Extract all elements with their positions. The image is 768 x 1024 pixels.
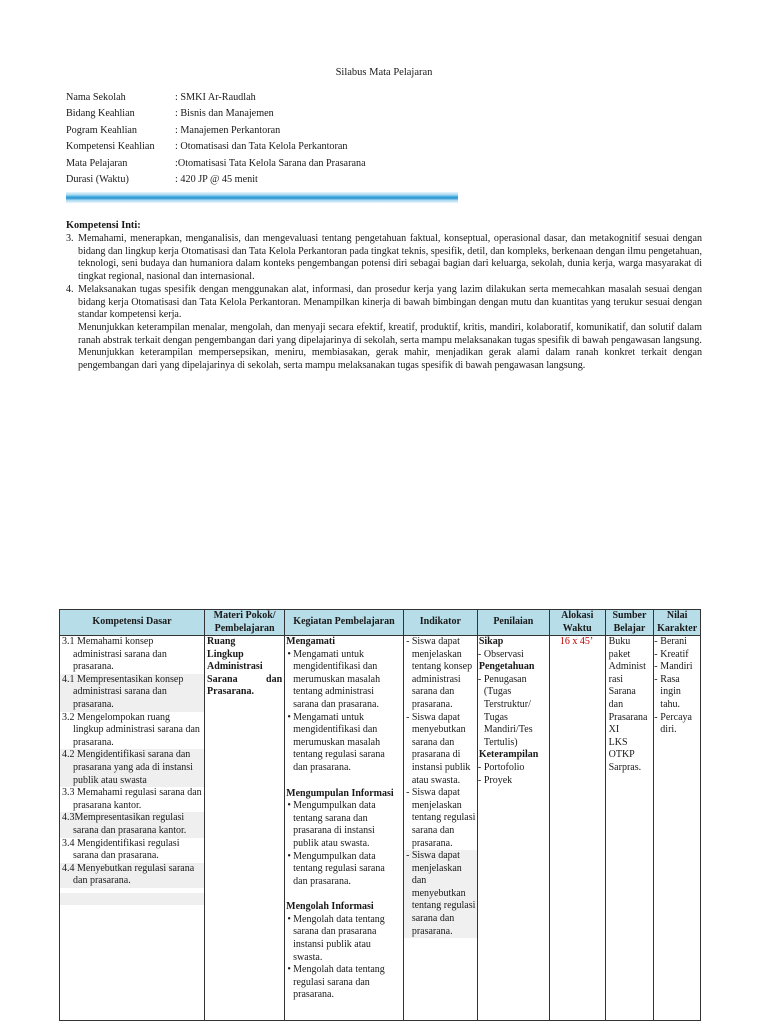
kd-item: 3.2 Mengelompokan ruang lingkup administrasi sarana dan prasarana. — [62, 711, 200, 748]
materi-line: Administrasi — [207, 661, 263, 673]
indikator-text: Siswa dapat menjelaskan tentang regulasi sarana dan prasarana. — [411, 787, 476, 849]
identity-table — [66, 92, 366, 190]
nilai-text: Berani — [660, 636, 687, 647]
dash-marker: - — [406, 850, 410, 862]
dash-marker: - — [406, 636, 410, 647]
sumber-line: XI — [608, 724, 620, 736]
dash-marker: - — [654, 673, 658, 685]
kegiatan-cell — [285, 636, 404, 1021]
kd-item: 4.2 Mengidentifikasi sarana dan prasarana yang ada di instansi publik atau swasta — [60, 749, 204, 787]
nilai-text: Rasa ingin tahu. — [660, 673, 681, 710]
kd-item: 4.4 Menyebutkan regulasi sarana dan prasarana. — [60, 863, 204, 888]
sumber-line: OTKP — [608, 749, 635, 761]
kd-item: 3.1 Memahami konsep administrasi sarana dan prasarana. — [62, 636, 167, 673]
kegiatan-text: Mengolah data tentang regulasi sarana dan prasarana. — [293, 964, 385, 1001]
kegiatan-bullet — [285, 800, 403, 850]
materi-word: Sarana — [207, 673, 238, 685]
info-value: : Otomatisasi dan Tata Kelola Perkantoran — [175, 141, 348, 153]
nilai-item — [654, 712, 700, 737]
penilaian-text: Portofolio — [483, 761, 525, 773]
indikator-text: Siswa dapat menyebutkan sarana dan prasarana di instansi publik atau swasta. — [411, 711, 471, 786]
kegiatan-heading: Mengolah Informasi — [286, 901, 374, 913]
kegiatan-bullet — [285, 712, 403, 775]
info-label: Durasi (Waktu) — [66, 173, 129, 185]
nilai-karakter-cell — [654, 636, 701, 1021]
kegiatan-text: Mengolah data tentang sarana dan prasarana instansi publik atau swasta. — [293, 913, 385, 963]
indikator-cell — [403, 636, 477, 1021]
sumber-line: Administ — [608, 661, 646, 673]
indikator-item — [404, 712, 477, 788]
column-header: Kompetensi Dasar — [60, 610, 205, 636]
kegiatan-heading: Mengumpulan Informasi — [286, 787, 394, 799]
ki-number: 4. — [66, 283, 74, 295]
info-row — [66, 141, 366, 157]
info-value: : SMKI Ar-Raudlah — [175, 92, 256, 103]
dash-marker: - — [406, 711, 410, 723]
penilaian-text: Penugasan (Tugas Terstruktur/ Tugas Mandiri/Tes Tertulis) — [483, 673, 533, 748]
kegiatan-text: Mengamati untuk mengidentifikasi dan merumuskan masalah tentang administrasi sarana dan prasarana. — [293, 648, 381, 710]
nilai-item — [654, 636, 700, 649]
syllabus-table — [59, 609, 701, 1021]
bullet-icon: • — [287, 711, 291, 723]
indikator-item — [404, 636, 477, 712]
column-header: Sumber Belajar — [605, 610, 654, 636]
info-row — [66, 108, 366, 124]
info-label: Pogram Keahlian — [66, 124, 138, 136]
materi-cell — [205, 636, 285, 1021]
kegiatan-bullet — [285, 964, 403, 1002]
sumber-line: Buku — [608, 636, 631, 647]
info-value: : Manajemen Perkantoran — [175, 124, 281, 136]
ki-paragraph: Menunjukkan keterampilan menalar, mengolah, dan menyaji secara efektif, kreatif, produktif, kritis, mandiri, kolaboratif, komunikatif, dan solutif dalam ranah abstrak terkait dengan pengembangan dari yang dipelajarinya di sekolah, serta mampu melaksanakan tugas spesifik di bawah pengawasan langsung. — [78, 321, 702, 346]
materi-line: Ruang — [207, 636, 236, 647]
penilaian-item — [478, 649, 549, 662]
info-label: Nama Sekolah — [66, 92, 126, 103]
nilai-text: Percaya diri. — [660, 711, 692, 736]
kd-item: 4.3Mempresentasikan regulasi sarana dan prasarana kantor. — [60, 812, 204, 837]
penilaian-item — [478, 762, 549, 775]
kegiatan-text: Mengumpulkan data tentang regulasi sarana dan prasarana. — [293, 850, 385, 887]
indikator-text: Siswa dapat menjelaskan tentang konsep administrasi sarana dan prasarana. — [411, 636, 473, 710]
info-label: Mata Pelajaran — [66, 157, 128, 169]
ki-item — [66, 284, 702, 322]
info-row — [66, 125, 366, 141]
ki-item — [66, 233, 702, 284]
dash-marker: - — [654, 636, 658, 647]
column-header: Indikator — [403, 610, 477, 636]
kd-item: 3.4 Mengidentifikasi regulasi sarana dan prasarana. — [62, 837, 180, 862]
indikator-item — [404, 850, 477, 938]
indikator-item — [404, 787, 477, 850]
sumber-line: rasi — [608, 673, 624, 685]
kegiatan-text: Mengumpulkan data tentang sarana dan prasarana di instansi publik atau swasta. — [293, 800, 376, 849]
info-label: Kompetensi Keahlian — [66, 141, 155, 153]
bullet-icon: • — [287, 913, 291, 925]
kegiatan-heading: Mengamati — [286, 636, 336, 647]
sumber-cell — [605, 636, 654, 1021]
sumber-line: Sarpras. — [608, 761, 642, 773]
kd-item: 3.3 Memahami regulasi sarana dan prasarana kantor. — [62, 787, 202, 811]
column-header: Penilaian — [477, 610, 549, 636]
dash-marker: - — [477, 648, 482, 660]
dash-marker: - — [477, 761, 482, 773]
kegiatan-bullet — [285, 649, 403, 712]
penilaian-text: Proyek — [483, 774, 513, 786]
column-header: Alokasi Waktu — [549, 610, 605, 636]
dash-marker: - — [654, 648, 658, 660]
kegiatan-bullet — [285, 851, 403, 889]
nilai-item — [654, 674, 700, 712]
dash-marker: - — [654, 711, 658, 723]
kompetensi-inti-heading: Kompetensi Inti: — [66, 220, 141, 231]
materi-word: dan — [266, 673, 283, 685]
nilai-text: Kreatif — [660, 648, 689, 660]
ki-number: 3. — [66, 233, 74, 244]
kd-item: 4.1 Mempresentasikan konsep administrasi sarana dan prasarana. — [60, 674, 204, 712]
kompetensi-inti-list — [66, 233, 702, 373]
kompetensi-dasar-cell — [60, 636, 205, 1021]
ki-text: Melaksanakan tugas spesifik dengan menggunakan alat, informasi, dan prosedur kerja yang lazim dilakukan serta memecahkan masalah sesuai dengan bidang kerja Otomatisasi dan Tata Kelola Perkantoran. Menampilkan kinerja di bawah bimbingan dengan mutu dan kuantitas yang terukur sesuai dengan standar kompetensi kerja. — [78, 283, 702, 321]
dash-marker: - — [477, 673, 482, 685]
kegiatan-text: Mengamati untuk mengidentifikasi dan merumuskan masalah tentang regulasi sarana dan prasarana. — [293, 711, 385, 773]
info-row — [66, 158, 366, 174]
sumber-line: LKS — [608, 736, 628, 748]
dash-marker: - — [477, 774, 482, 786]
page-title: Silabus Mata Pelajaran — [335, 67, 433, 78]
sumber-line: dan — [608, 698, 624, 710]
info-value: : 420 JP @ 45 menit — [175, 173, 258, 185]
dash-marker: - — [654, 661, 658, 673]
penilaian-text: Observasi — [483, 648, 524, 660]
nilai-text: Mandiri — [660, 661, 693, 673]
nilai-item — [654, 661, 700, 674]
ki-text: Memahami, menerapkan, menganalisis, dan mengevaluasi tentang pengetahuan faktual, konseptual, operasional dasar, dan metakognitif sesuai dengan bidang dan lingkup kerja Otomatisasi dan Tata Kelola Perkantoran pada tingkat teknis, spesifik, detil, dan kompleks, berkenaan dengan ilmu pengetahuan, teknologi, seni budaya dan humaniora dalam konteks pengembangan potensi diri sebagai bagian dari keluarga, sekolah, dunia kerja, warga masyarakat di tingkat regional, nasional dan internasional. — [78, 233, 702, 283]
penilaian-item — [478, 775, 549, 788]
info-row — [66, 174, 366, 190]
ki-paragraph: Menunjukkan keterampilan mempersepsikan, meniru, membiasakan, gerak mahir, menjadikan gerak alami dalam ranah konkret terkait dengan pengembangan dari yang dipelajarinya di sekolah, serta mampu melaksanakan tugas spesifik di bawah pengawasan langsung. — [78, 347, 702, 372]
penilaian-item — [478, 674, 549, 750]
kd-empty-row — [60, 893, 204, 905]
materi-line — [207, 674, 282, 687]
materi-line: Lingkup — [207, 648, 244, 660]
info-value: :Otomatisasi Tata Kelola Sarana dan Prasarana — [175, 157, 366, 169]
column-header: Materi Pokok/ Pembelajaran — [205, 610, 285, 636]
penilaian-heading: Keterampilan — [478, 749, 539, 761]
nilai-item — [654, 649, 700, 662]
info-row — [66, 92, 366, 108]
decorative-divider-bar — [66, 192, 458, 203]
indikator-text: Siswa dapat menjelaskan dan menyebutkan tentang regulasi sarana dan prasarana. — [411, 850, 476, 937]
alokasi-waktu-value: 16 x 45’ — [559, 636, 594, 647]
column-header: Nilai Karakter — [654, 610, 701, 636]
penilaian-heading: Sikap — [478, 636, 504, 647]
dash-marker: - — [406, 787, 410, 799]
info-label: Bidang Keahlian — [66, 108, 135, 120]
bullet-icon: • — [287, 800, 291, 812]
sumber-line: Prasarana — [608, 711, 648, 723]
table-header-row — [60, 610, 701, 636]
alokasi-cell — [549, 636, 605, 1021]
column-header: Kegiatan Pembelajaran — [285, 610, 404, 636]
materi-line: Prasarana. — [207, 686, 254, 698]
penilaian-heading: Pengetahuan — [478, 661, 535, 673]
bullet-icon: • — [287, 964, 291, 976]
bullet-icon: • — [287, 850, 291, 862]
sumber-line: Sarana — [608, 686, 636, 698]
kegiatan-bullet — [285, 914, 403, 964]
penilaian-cell — [477, 636, 549, 1021]
bullet-icon: • — [287, 648, 291, 660]
table-row — [60, 636, 701, 1021]
sumber-line: paket — [608, 648, 631, 660]
info-value: : Bisnis dan Manajemen — [175, 108, 274, 120]
